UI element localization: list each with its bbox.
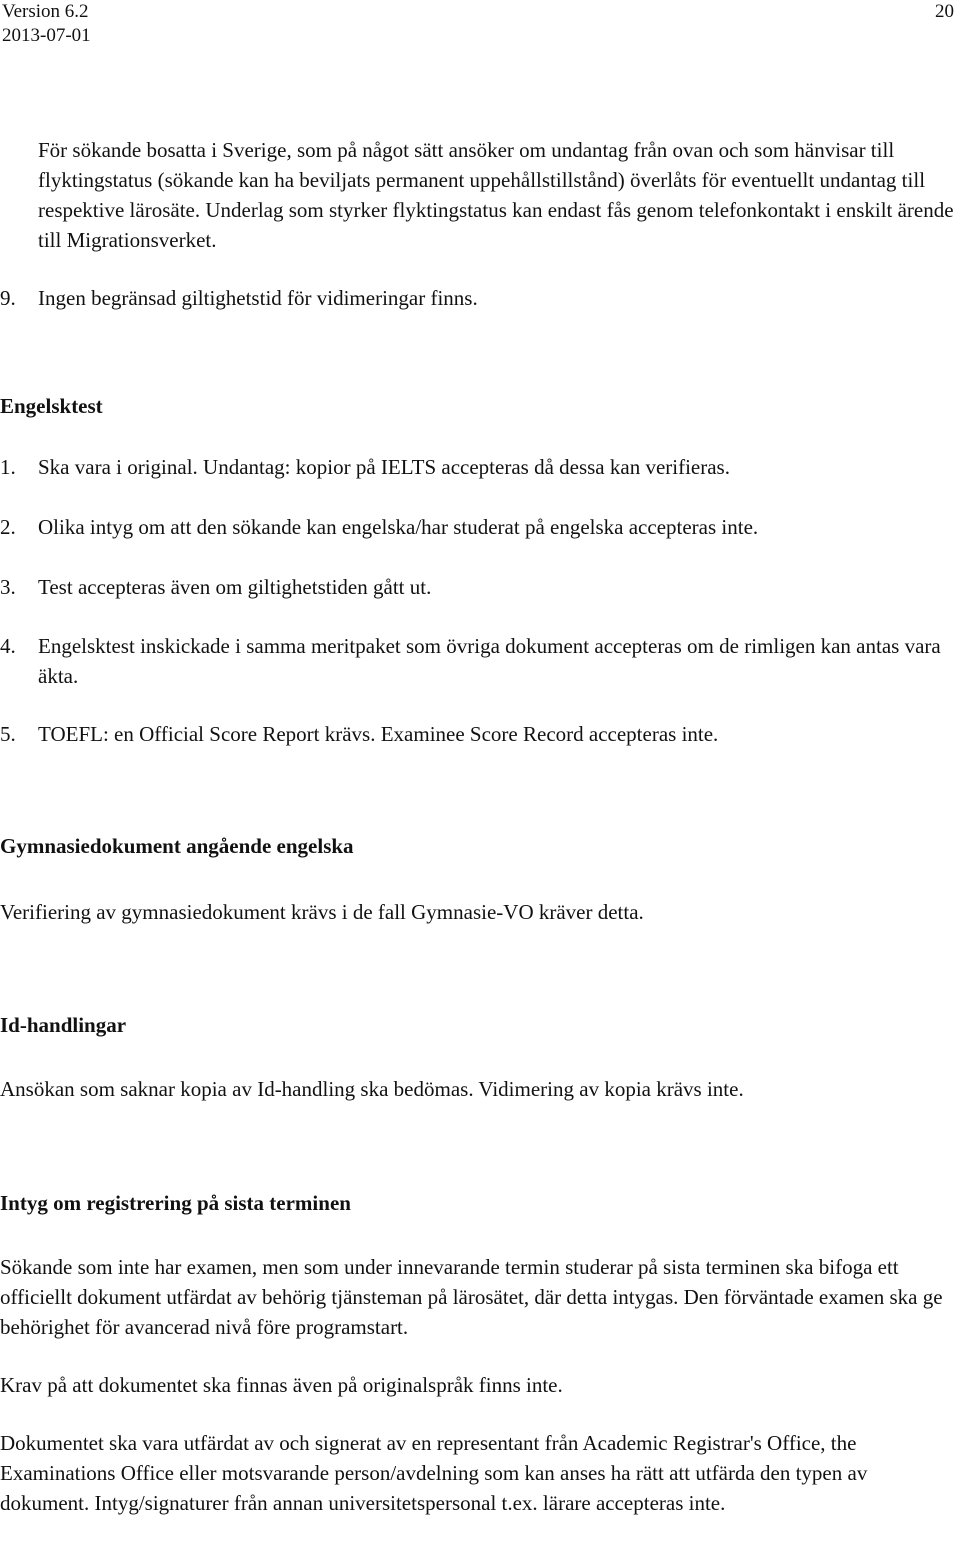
section-heading-intyg: Intyg om registrering på sista terminen	[0, 1191, 351, 1215]
intyg-paragraph-3: Dokumentet ska vara utfärdat av och signerat av en representant från Academic Registrar's Office, the Examinations Office eller motsvarande person/avdelning som kan anses ha rätt att utfärda den typen av dokument. Intyg/signaturer från annan universitetspersonal t.ex. lärare accepteras inte.	[0, 1431, 868, 1515]
intro-paragraph: För sökande bosatta i Sverige, som på något sätt ansöker om undantag från ovan och som hänvisar till flyktingstatus (sökande kan ha beviljats permanent uppehållstillstånd) överlåts för eventuellt undantag till respektive lärosäte. Underlag som styrker flyktingstatus kan endast fås genom telefonkontakt i enskilt ärende till Migrationsverket.	[38, 138, 954, 252]
page-number: 20	[935, 1, 954, 22]
item-number: 3.	[0, 575, 16, 599]
item-number: 4.	[0, 634, 16, 658]
version-label: Version 6.2	[2, 1, 89, 22]
item-number: 2.	[0, 515, 16, 539]
section-heading-id-handlingar: Id-handlingar	[0, 1013, 127, 1037]
item-number: 5.	[0, 722, 16, 746]
item-number: 1.	[0, 455, 16, 479]
date-label: 2013-07-01	[2, 25, 91, 46]
item-number: 9.	[0, 286, 16, 310]
section-heading-engelsktest: Engelsktest	[0, 394, 103, 418]
page-header-left	[2, 0, 91, 48]
id-text: Ansökan som saknar kopia av Id-handling ska bedömas. Vidimering av kopia krävs inte.	[0, 1077, 744, 1101]
item-text: Test accepteras även om giltighetstiden gått ut.	[38, 575, 432, 599]
item-text: Engelsktest inskickade i samma meritpaket som övriga dokument accepteras om de rimligen kan antas vara äkta.	[38, 634, 941, 688]
gymnasie-text: Verifiering av gymnasiedokument krävs i de fall Gymnasie-VO kräver detta.	[0, 900, 644, 924]
item-text: Olika intyg om att den sökande kan engelska/har studerat på engelska accepteras inte.	[38, 515, 759, 539]
intyg-paragraph-2: Krav på att dokumentet ska finnas även på originalspråk finns inte.	[0, 1373, 563, 1397]
section-heading-gymnasiedokument: Gymnasiedokument angående engelska	[0, 834, 354, 858]
item-text: Ingen begränsad giltighetstid för vidimeringar finns.	[38, 286, 478, 310]
item-text: Ska vara i original. Undantag: kopior på IELTS accepteras då dessa kan verifieras.	[38, 455, 730, 479]
item-text: TOEFL: en Official Score Report krävs. Examinee Score Record accepteras inte.	[38, 722, 719, 746]
intyg-paragraph-1: Sökande som inte har examen, men som under innevarande termin studerar på sista terminen ska bifoga ett officiellt dokument utfärdat av behörig tjänsteman på lärosätet, där detta intygas. Den förväntade examen ska ge behörighet för avancerad nivå före programstart.	[0, 1255, 943, 1339]
